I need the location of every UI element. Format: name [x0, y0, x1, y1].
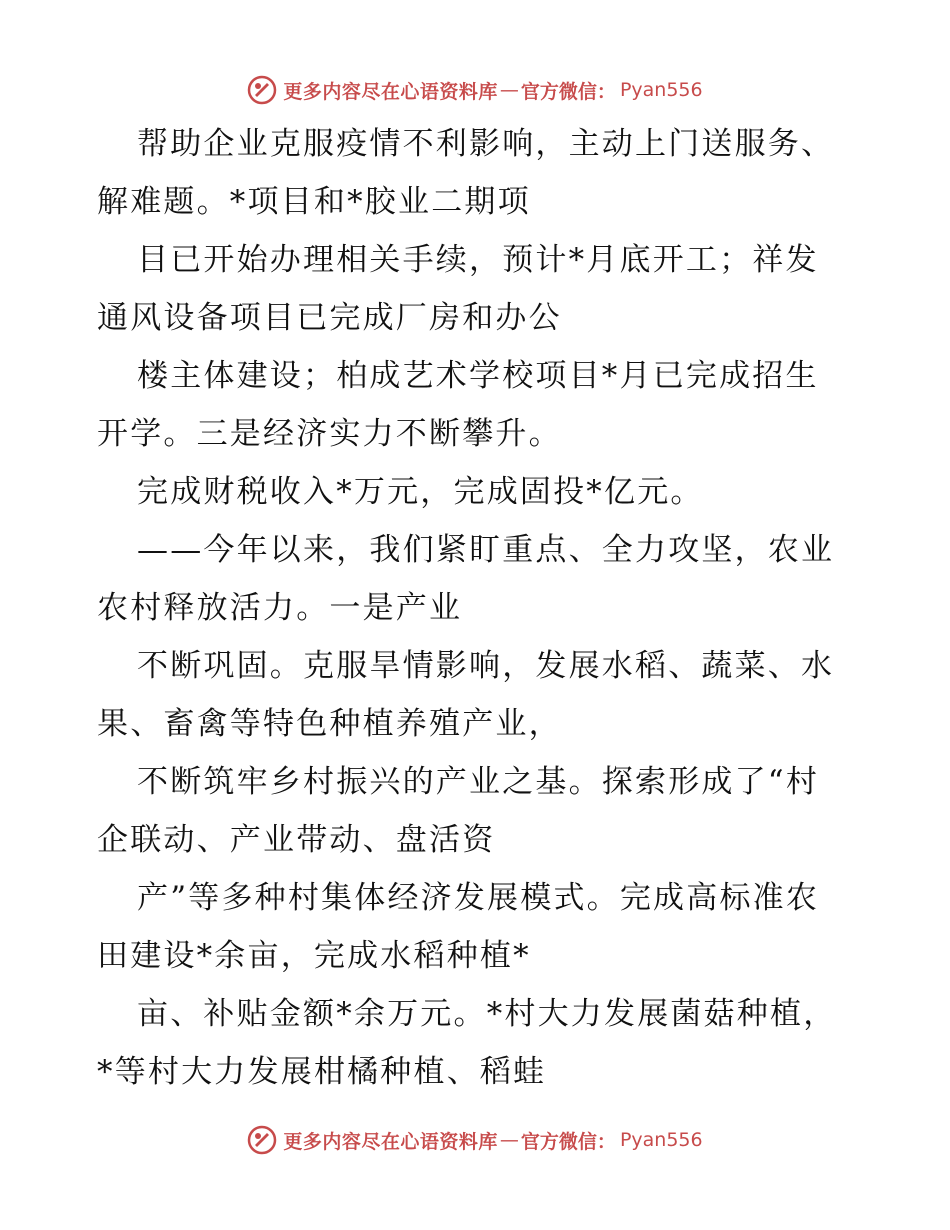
body-line: 帮助企业克服疫情不利影响，主动上门送服务、 — [137, 126, 835, 162]
body-line: 不断筑牢乡村振兴的产业之基。探索形成了“村 — [137, 764, 820, 800]
header-separator: — — [499, 79, 519, 101]
footer-promo-text: 更多内容尽在心语资料库 — [283, 1130, 498, 1153]
body-line: 亩、补贴金额*余万元。*村大力发展菌菇种植， — [137, 996, 837, 1032]
logo-icon — [247, 75, 277, 105]
body-line: 解难题。*项目和*胶业二期项 — [97, 184, 531, 220]
header-promo-text: 更多内容尽在心语资料库 — [283, 80, 498, 103]
footer-wechat-id: Pyan556 — [619, 1129, 703, 1151]
header-wechat-id: Pyan556 — [619, 79, 703, 101]
body-line: 目已开始办理相关手续，预计*月底开工；祥发 — [137, 242, 819, 278]
body-line: 不断巩固。克服旱情影响，发展水稻、蔬菜、水 — [137, 648, 835, 684]
header-wechat-label: 官方微信： — [520, 80, 616, 103]
footer-separator: — — [499, 1129, 519, 1151]
body-line: 产”等多种村集体经济发展模式。完成高标准农 — [137, 880, 820, 916]
body-line: 田建设*余亩，完成水稻种植* — [97, 938, 531, 974]
body-line: 开学。三是经济实力不断攀升。 — [97, 416, 562, 452]
body-line: 完成财税收入*万元，完成固投*亿元。 — [137, 474, 704, 510]
body-line: ——今年以来，我们紧盯重点、全力攻坚，农业 — [137, 532, 835, 568]
footer-banner — [0, 1120, 950, 1160]
body-line: 通风设备项目已完成厂房和办公 — [97, 300, 562, 336]
header-banner — [0, 70, 950, 110]
body-line: 楼主体建设；柏成艺术学校项目*月已完成招生 — [137, 358, 819, 394]
document-body — [97, 115, 857, 1101]
body-line: *等村大力发展柑橘种植、稻蛙 — [97, 1054, 547, 1090]
body-line: 农村释放活力。一是产业 — [97, 590, 463, 626]
logo-icon — [247, 1125, 277, 1155]
body-line: 果、畜禽等特色种植养殖产业， — [97, 706, 562, 742]
footer-wechat-label: 官方微信： — [520, 1130, 616, 1153]
body-line: 企联动、产业带动、盘活资 — [97, 822, 496, 858]
